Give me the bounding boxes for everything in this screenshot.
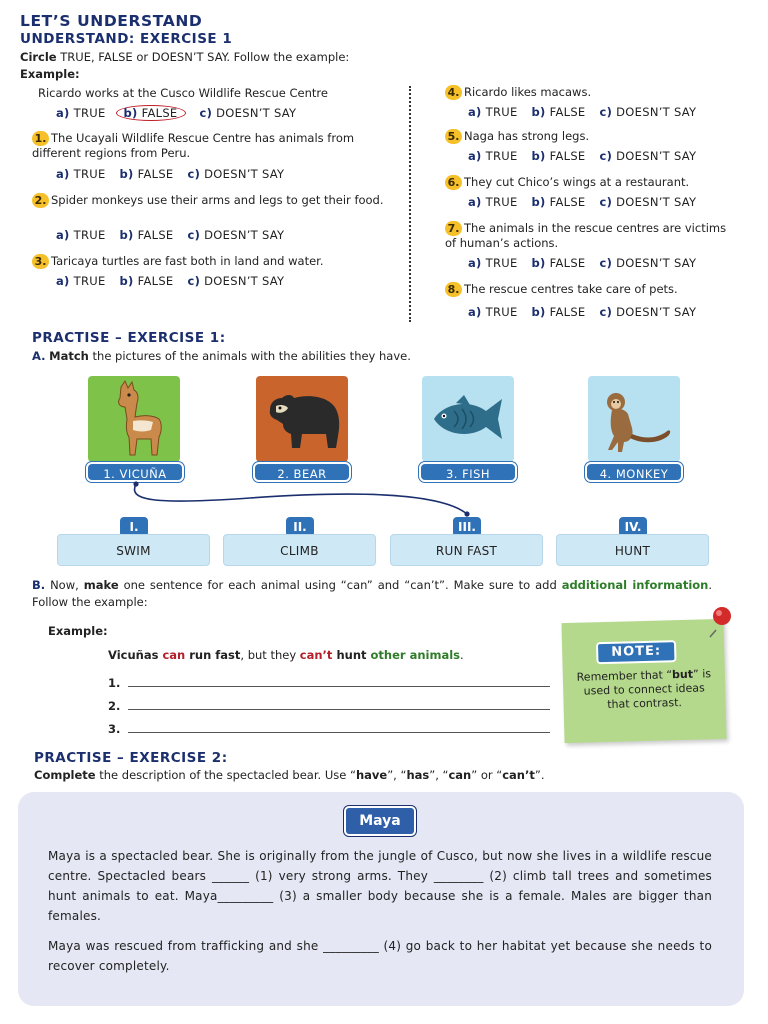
option-false[interactable]: FALSE <box>549 305 586 319</box>
example-cant: can’t <box>299 648 333 662</box>
section-title-practise-2: PRACTISE – EXERCISE 2: <box>34 750 228 766</box>
answer-line-number: 2. <box>108 699 121 713</box>
option-true[interactable]: TRUE <box>73 167 106 181</box>
note-title: NOTE: <box>596 640 677 664</box>
instruction-text: ”, “ <box>429 768 449 782</box>
option-doesnt-say: DOESN’T SAY <box>216 106 297 120</box>
option-letter: a) <box>468 195 482 209</box>
option-letter: b) <box>119 274 134 288</box>
instruction-bold: Complete <box>34 768 96 782</box>
instruction-text: one sentence for each animal using “can” and “can’t”. Make sure to add <box>118 578 562 592</box>
word-can: can <box>448 768 472 782</box>
option-false[interactable]: FALSE <box>137 228 174 242</box>
instruction-text: ” or “ <box>471 768 503 782</box>
option-letter: a) <box>468 305 482 319</box>
maya-panel <box>18 792 744 1006</box>
option-letter: b) <box>531 149 546 163</box>
example-text: Vicuñas <box>108 648 163 662</box>
label-bear: 2. BEAR <box>253 462 351 482</box>
section-title-practise-1: PRACTISE – EXERCISE 1: <box>32 330 226 346</box>
option-letter: c) <box>187 228 201 242</box>
question-number-badge: 2. <box>32 193 49 208</box>
option-false[interactable]: FALSE <box>549 105 586 119</box>
answer-line-number: 1. <box>108 676 121 690</box>
option-true[interactable]: TRUE <box>485 149 518 163</box>
option-letter: c) <box>187 274 201 288</box>
answer-line-1[interactable] <box>128 686 550 687</box>
option-letter: b) <box>531 195 546 209</box>
question-text: Taricaya turtles are fast both in land and water. <box>51 254 324 268</box>
question-text: Naga has strong legs. <box>464 129 590 143</box>
page-title: LET’S UNDERSTAND <box>20 12 203 30</box>
ability-hunt[interactable]: HUNT <box>556 534 709 566</box>
instruction-text: the pictures of the animals with the abilities they have. <box>88 349 411 363</box>
example-text: . <box>460 648 464 662</box>
question-number-badge: 6. <box>445 175 462 190</box>
instruction-bold: Circle <box>20 50 57 64</box>
instruction-letter: A. <box>32 349 46 363</box>
note-text-part: ” is used to connect ideas that contrast. <box>583 667 712 711</box>
option-false[interactable]: FALSE <box>549 256 586 270</box>
note-bold: but <box>671 667 694 682</box>
option-letter: b) <box>531 256 546 270</box>
option-letter: c) <box>599 305 613 319</box>
instruction-text: . Follow the example: <box>32 578 713 609</box>
option-letter: a) <box>56 167 70 181</box>
option-true[interactable]: TRUE <box>485 195 518 209</box>
question-number-badge: 3. <box>32 254 49 269</box>
option-false[interactable]: FALSE <box>137 167 174 181</box>
ability-climb[interactable]: CLIMB <box>223 534 376 566</box>
option-letter: b) <box>123 106 138 120</box>
instruction-b <box>32 577 712 611</box>
option-letter: a) <box>468 105 482 119</box>
maya-paragraph-2: Maya was rescued from trafficking and she _________ (4) go back to her habitat yet because she needs to recover completely. <box>48 939 712 973</box>
instruction-letter: B. <box>32 578 46 592</box>
option-doesnt-say[interactable]: DOESN’T SAY <box>616 105 697 119</box>
instruction-text: the description of the spectacled bear. Use “ <box>95 768 356 782</box>
instruction-text: ”. <box>534 768 545 782</box>
ability-run-fast[interactable]: RUN FAST <box>390 534 543 566</box>
question-text: Spider monkeys use their arms and legs to get their food. <box>51 193 384 207</box>
answer-line-number: 3. <box>108 722 121 736</box>
note-sticky <box>561 619 726 743</box>
option-true[interactable]: TRUE <box>73 274 106 288</box>
option-letter: b) <box>531 105 546 119</box>
question-number-badge: 7. <box>445 221 462 236</box>
option-true: TRUE <box>73 106 106 120</box>
option-letter: a) <box>56 228 70 242</box>
roman-badge-2: II. <box>286 517 314 537</box>
question-number-badge: 1. <box>32 131 49 146</box>
option-false[interactable]: FALSE <box>137 274 174 288</box>
option-false: FALSE <box>141 106 178 120</box>
option-doesnt-say[interactable]: DOESN’T SAY <box>616 256 697 270</box>
option-letter: c) <box>599 105 613 119</box>
question-number-badge: 8. <box>445 282 462 297</box>
question-text: The animals in the rescue centres are victims of human’s actions. <box>445 221 727 250</box>
option-letter: c) <box>187 167 201 181</box>
label-monkey: 4. MONKEY <box>585 462 683 482</box>
answer-line-2[interactable] <box>128 709 550 710</box>
option-false[interactable]: FALSE <box>549 149 586 163</box>
roman-badge-4: IV. <box>619 517 647 537</box>
question-text: The Ucayali Wildlife Rescue Centre has animals from different regions from Peru. <box>32 131 355 160</box>
instruction-text: Now, <box>45 578 84 592</box>
instruction-bold: Match <box>49 349 89 363</box>
example-text: , but they <box>240 648 300 662</box>
label-vicuna: 1. VICUÑA <box>86 462 184 482</box>
option-doesnt-say[interactable]: DOESN’T SAY <box>616 149 697 163</box>
option-letter: c) <box>199 106 213 120</box>
maya-paragraph-1: Maya is a spectacled bear. She is originally from the jungle of Cusco, but now she lives in a wildlife rescue centre. Spectacled bears ______ (1) very strong arms. They ________ (2) climb tall trees and sometimes hunt animals to eat. Maya_________ (3) a smaller body because she is a female. Males are bigger than females. <box>48 849 712 923</box>
note-text-part: Remember that “ <box>576 668 673 684</box>
pushpin-icon <box>708 604 734 638</box>
option-letter: c) <box>599 195 613 209</box>
option-letter: c) <box>599 149 613 163</box>
option-true[interactable]: TRUE <box>485 305 518 319</box>
option-letter: a) <box>56 106 70 120</box>
question-text: They cut Chico’s wings at a restaurant. <box>464 175 690 189</box>
option-true[interactable]: TRUE <box>485 105 518 119</box>
option-true[interactable]: TRUE <box>73 228 106 242</box>
example-text: run fast <box>185 648 241 662</box>
option-doesnt-say[interactable]: DOESN’T SAY <box>616 305 697 319</box>
option-doesnt-say[interactable]: DOESN’T SAY <box>204 228 285 242</box>
option-letter: a) <box>468 149 482 163</box>
label-fish: 3. FISH <box>419 462 517 482</box>
example-text: hunt <box>332 648 371 662</box>
section-title-understand: UNDERSTAND: EXERCISE 1 <box>20 31 233 47</box>
question-number-badge: 5. <box>445 129 462 144</box>
note-text <box>571 667 718 713</box>
option-doesnt-say[interactable]: DOESN’T SAY <box>616 195 697 209</box>
ability-swim[interactable]: SWIM <box>57 534 210 566</box>
maya-title: Maya <box>344 806 416 836</box>
option-letter: b) <box>119 167 134 181</box>
example-label: Example: <box>20 67 80 81</box>
option-letter: b) <box>531 305 546 319</box>
answer-line-3[interactable] <box>128 732 550 733</box>
example-sentence-b <box>108 648 464 662</box>
example-sentence: Ricardo works at the Cusco Wildlife Rescue Centre <box>38 86 328 100</box>
option-doesnt-say[interactable]: DOESN’T SAY <box>204 167 285 181</box>
option-letter: a) <box>468 256 482 270</box>
option-letter: c) <box>599 256 613 270</box>
example-label-b: Example: <box>48 624 108 638</box>
question-number-badge: 4. <box>445 85 462 100</box>
option-letter: a) <box>56 274 70 288</box>
example-can: can <box>162 648 186 662</box>
instruction-highlight: additional information <box>561 578 709 592</box>
word-has: has <box>406 768 430 782</box>
word-cant: can’t <box>502 768 535 782</box>
roman-badge-3: III. <box>453 517 481 537</box>
roman-badge-1: I. <box>120 517 148 537</box>
word-have: have <box>355 768 388 782</box>
instruction-practise-2 <box>34 768 545 782</box>
option-letter: b) <box>119 228 134 242</box>
question-text: Ricardo likes macaws. <box>464 85 592 99</box>
option-false[interactable]: FALSE <box>549 195 586 209</box>
instruction-text: ”, “ <box>387 768 407 782</box>
instruction-text: TRUE, FALSE or DOESN’T SAY. Follow the example: <box>56 50 350 64</box>
example-additional: other animals <box>370 648 460 662</box>
instruction-bold: make <box>83 578 119 592</box>
option-doesnt-say[interactable]: DOESN’T SAY <box>204 274 285 288</box>
option-true[interactable]: TRUE <box>485 256 518 270</box>
question-text: The rescue centres take care of pets. <box>464 282 678 296</box>
